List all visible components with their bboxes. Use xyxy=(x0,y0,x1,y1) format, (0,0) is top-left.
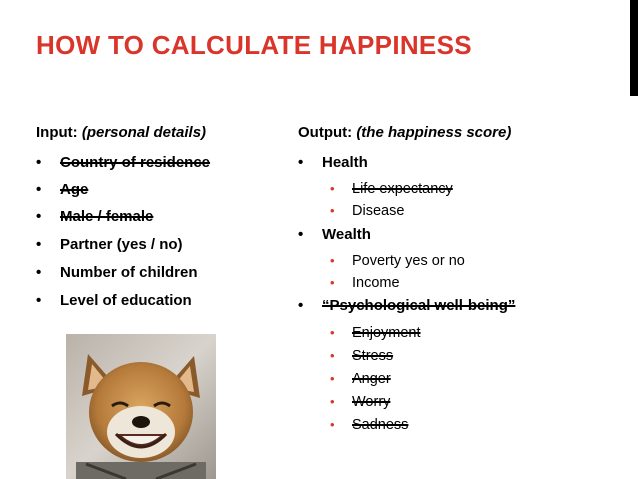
sub-bullet-icon: • xyxy=(330,181,335,196)
wealth-sub-income: • Income xyxy=(330,275,400,291)
bullet-icon: • xyxy=(36,292,42,309)
bullet-icon: • xyxy=(36,236,42,253)
input-item-children: • Number of children xyxy=(36,264,198,281)
sub-bullet-icon: • xyxy=(330,325,335,340)
sub-bullet-icon: • xyxy=(330,394,335,409)
sub-bullet-icon: • xyxy=(330,253,335,268)
input-heading xyxy=(36,124,206,141)
health-sub-life-expectancy: • Life expectancy xyxy=(330,181,453,197)
output-heading xyxy=(298,124,511,141)
wellbeing-sub-stress: • Stress xyxy=(330,348,394,364)
input-item-partner: • Partner (yes / no) xyxy=(36,236,183,253)
bullet-icon: • xyxy=(298,154,304,171)
smiling-dog-icon xyxy=(66,334,216,479)
wellbeing-sub-anger: • Anger xyxy=(330,371,391,387)
input-heading-label: Input: xyxy=(36,124,78,141)
wellbeing-sub-worry: • Worry xyxy=(330,394,391,410)
bullet-icon: • xyxy=(36,181,42,198)
input-item-age: • Age xyxy=(36,181,89,198)
bullet-icon: • xyxy=(298,226,304,243)
slide-title: HOW TO CALCULATE HAPPINESS xyxy=(36,30,472,60)
bullet-icon: • xyxy=(298,297,304,314)
accent-bar xyxy=(630,0,638,96)
wellbeing-sub-sadness: • Sadness xyxy=(330,417,409,433)
input-item-gender: • Male / female xyxy=(36,208,154,225)
output-item-health: • Health xyxy=(298,154,368,171)
health-sub-disease: • Disease xyxy=(330,203,405,219)
sub-bullet-icon: • xyxy=(330,275,335,290)
wealth-sub-poverty: • Poverty yes or no xyxy=(330,253,465,269)
sub-bullet-icon: • xyxy=(330,371,335,386)
bullet-icon: • xyxy=(36,154,42,171)
output-heading-note: (the happiness score) xyxy=(356,124,512,141)
sub-bullet-icon: • xyxy=(330,417,335,432)
sub-bullet-icon: • xyxy=(330,203,335,218)
input-heading-note: (personal details) xyxy=(81,124,207,141)
bullet-icon: • xyxy=(36,208,42,225)
bullet-icon: • xyxy=(36,264,42,281)
sub-bullet-icon: • xyxy=(330,348,335,363)
smiling-dog-photo xyxy=(66,334,216,479)
output-heading-label: Output: xyxy=(298,124,353,141)
wellbeing-sub-enjoyment: • Enjoyment xyxy=(330,325,421,341)
input-item-country: • Country of residence xyxy=(36,154,211,171)
output-item-wellbeing: • “Psychological well-being” xyxy=(298,297,516,314)
output-item-wealth: • Wealth xyxy=(298,226,371,243)
input-item-education: • Level of education xyxy=(36,292,192,309)
